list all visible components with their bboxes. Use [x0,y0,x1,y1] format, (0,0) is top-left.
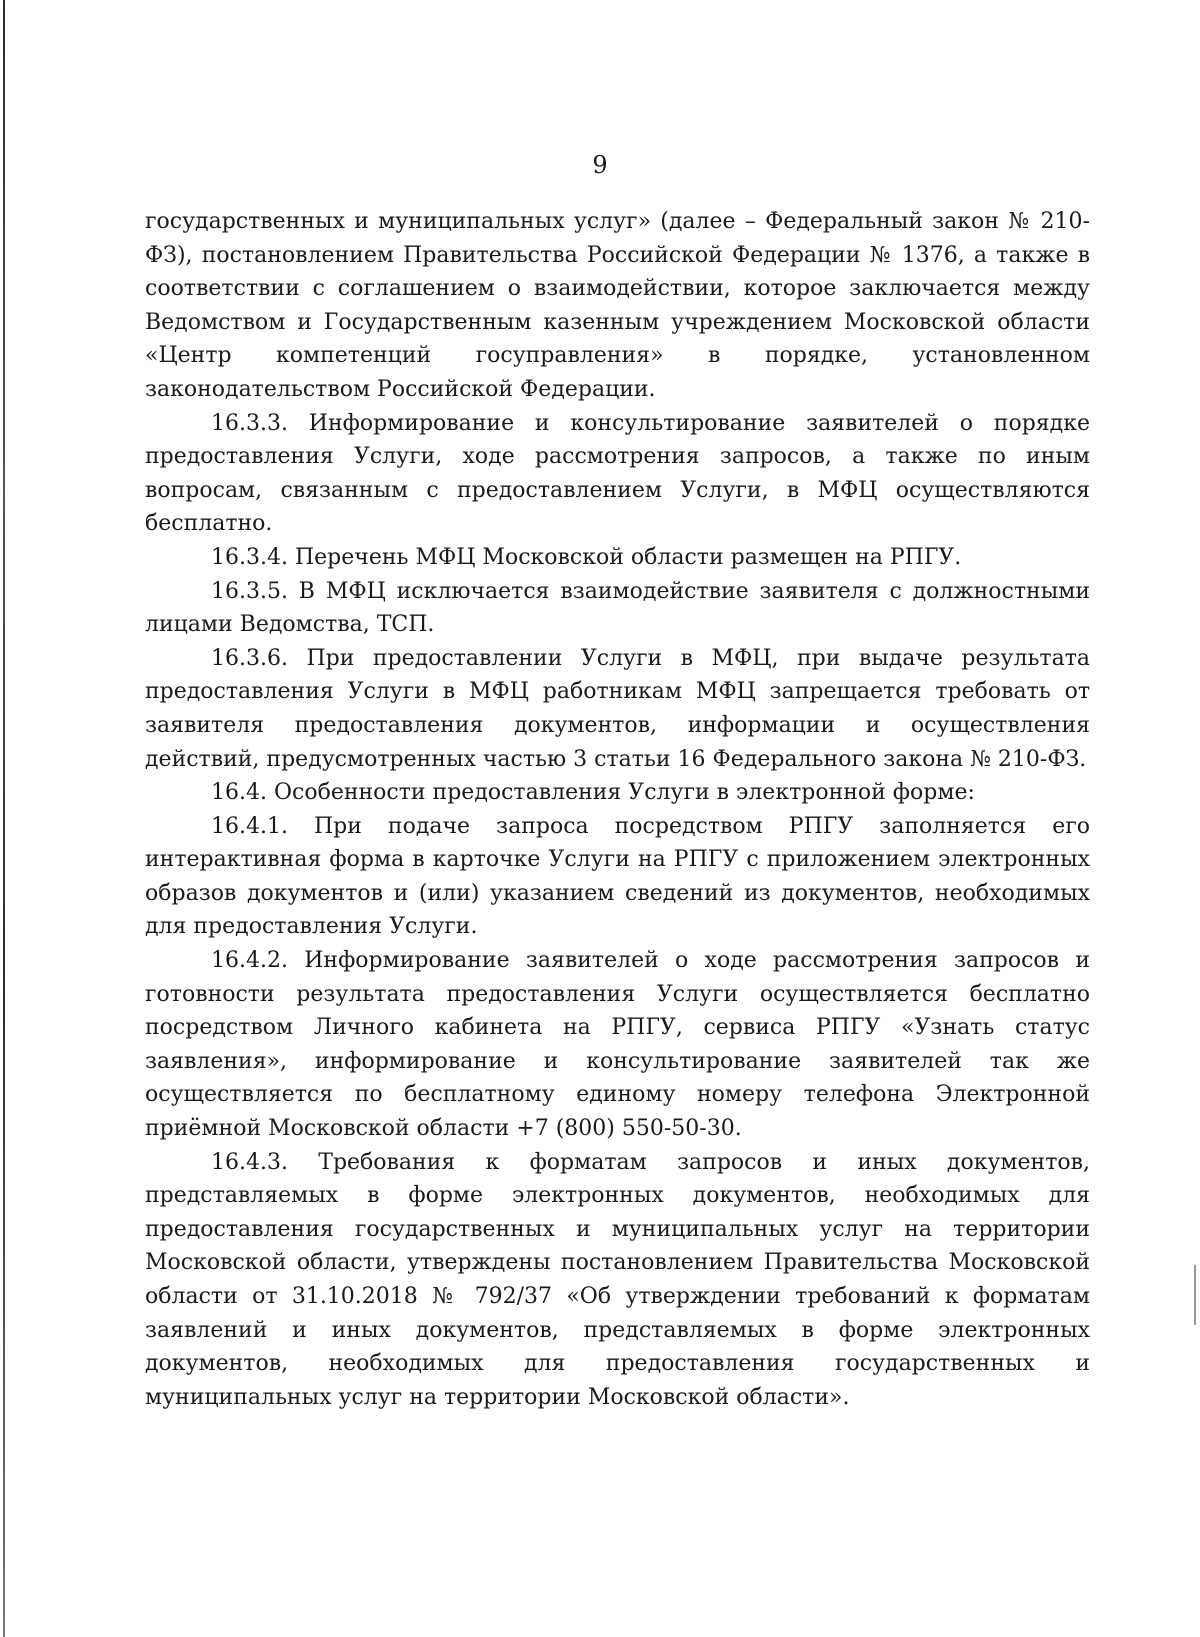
document-body [145,205,1090,1414]
scan-edge-left [3,0,5,1637]
paragraph: 16.3.6. При предоставлении Услуги в МФЦ, при выдаче результата предоставления Услуги в МФЦ работникам МФЦ запрещается требовать от заявителя предоставления документов, информации и осуществления действий, предусмотренных частью 3 статьи 16 Федерального закона № 210-ФЗ. [145,645,1090,772]
page-number: 9 [592,151,608,179]
paragraph: 16.4.1. При подаче запроса посредством РПГУ заполняется его интерактивная форма в карточке Услуги на РПГУ с приложением электронных образов документов и (или) указанием сведений из документов, необходимых для предоставления Услуги. [145,813,1090,940]
paragraph: 16.4. Особенности предоставления Услуги в электронной форме: [211,780,975,806]
paragraph: 16.4.3. Требования к форматам запросов и иных документов, представляемых в форме электронных документов, необходимых для предоставления государственных и муниципальных услуг на территории Московской области, утверждены постановлением Правительства Московской области от 31.10.2018 № 792/37 «Об утверждении требований к форматам заявлений и иных документов, представляемых в форме электронных документов, необходимых для предоставления государственных и муниципальных услуг на территории Московской области». [145,1149,1090,1410]
paragraph: 16.3.5. В МФЦ исключается взаимодействие заявителя с должностными лицами Ведомства, ТСП. [145,578,1090,638]
paragraph: государственных и муниципальных услуг» (далее – Федеральный закон № 210-ФЗ), постановлением Правительства Российской Федерации № 1376, а также в соответствии с соглашением о взаимодействии, которое заключается между Ведомством и Государственным казенным учреждением Московской области «Центр компетенций госуправления» в порядке, установленном законодательством Российской Федерации. [145,209,1090,402]
paragraph: 16.3.4. Перечень МФЦ Московской области размещен на РПГУ. [211,544,962,570]
paragraph: 16.3.3. Информирование и консультирование заявителей о порядке предоставления Услуги, ходе рассмотрения запросов, а также по иным вопросам, связанным с предоставлением Услуги, в МФЦ осуществляются бесплатно. [145,410,1090,537]
paragraph: 16.4.2. Информирование заявителей о ходе рассмотрения запросов и готовности результата предоставления Услуги осуществляется бесплатно посредством Личного кабинета на РПГУ, сервиса РПГУ «Узнать статус заявления», информирование и консультирование заявителей так же осуществляется по бесплатному единому номеру телефона Электронной приёмной Московской области +7 (800) 550-50-30. [145,948,1090,1142]
scan-edge-right [1194,1265,1196,1325]
